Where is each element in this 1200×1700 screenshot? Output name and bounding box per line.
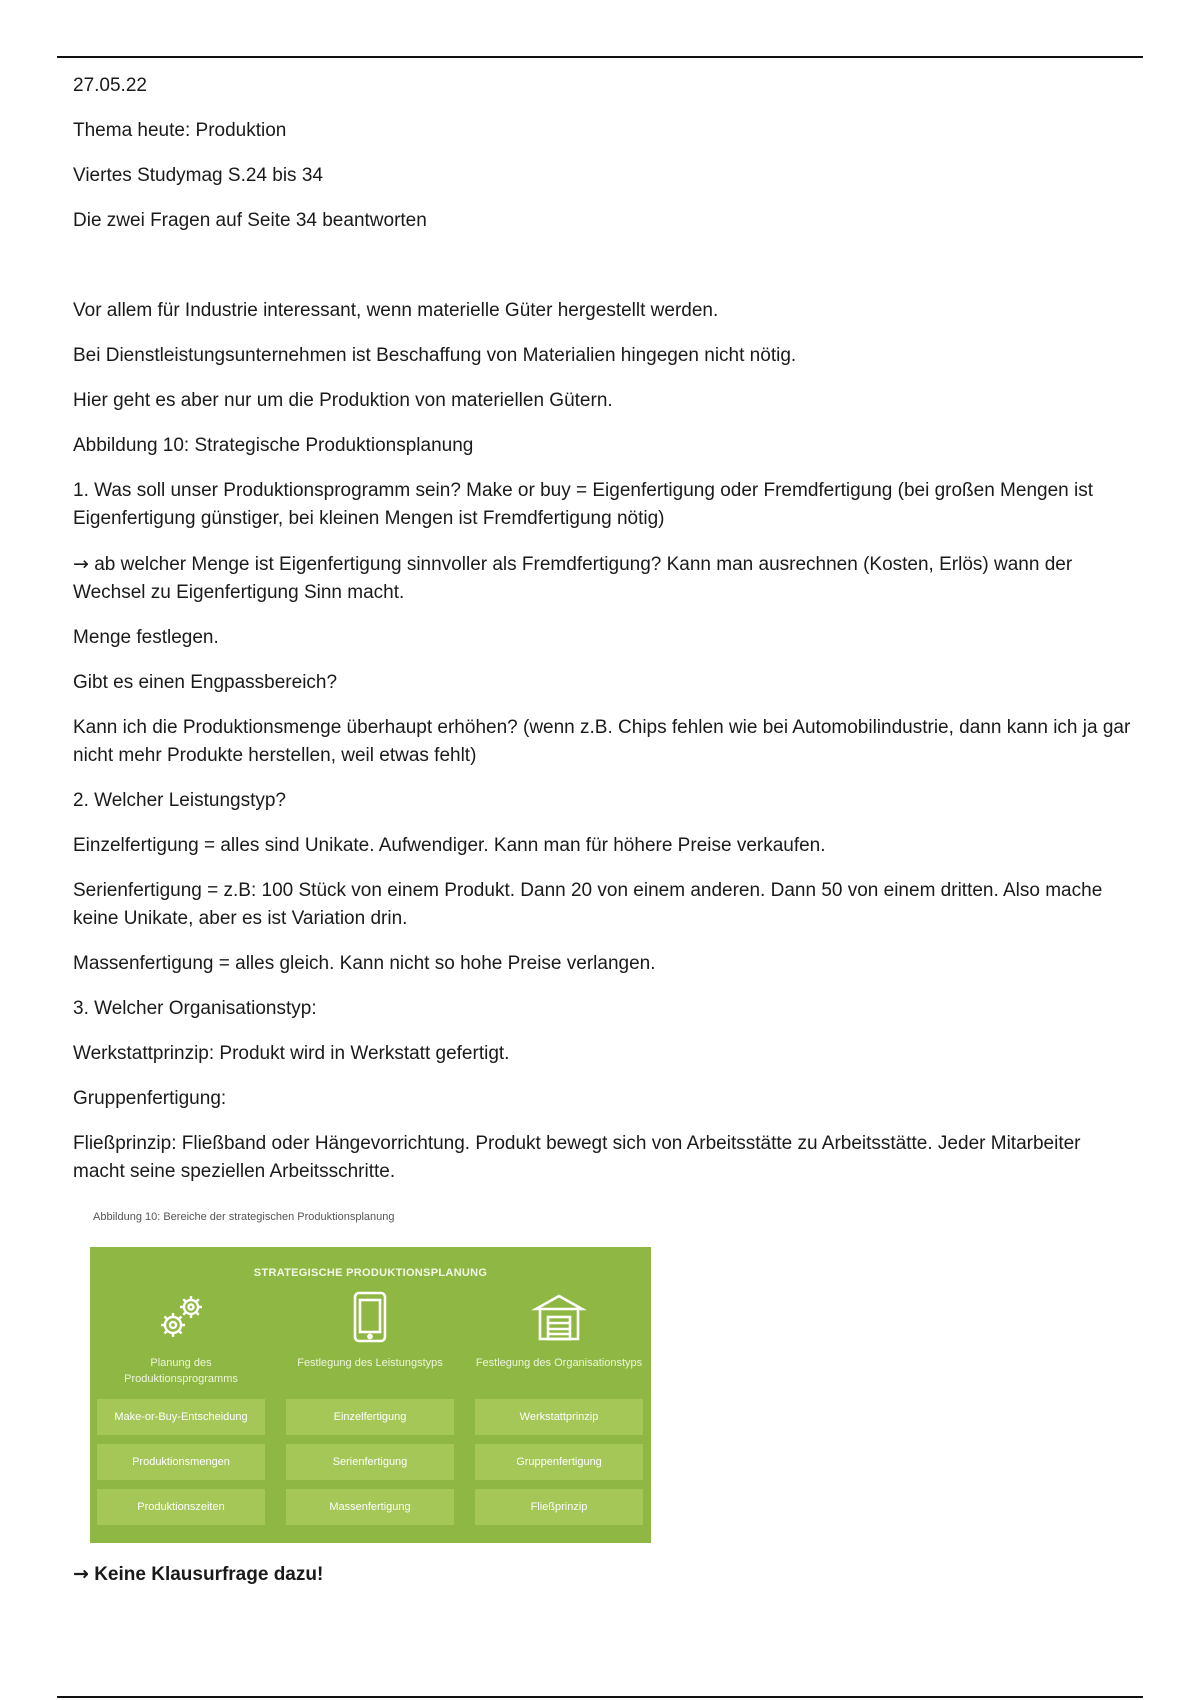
paragraph-figure-ref: Abbildung 10: Strategische Produktionsplanung bbox=[73, 435, 474, 456]
arrow-icon: → bbox=[73, 1563, 89, 1585]
cell-produktionsmengen: Produktionsmengen bbox=[97, 1444, 265, 1480]
paragraph-werkstatt: Werkstattprinzip: Produkt wird in Werkstatt gefertigt. bbox=[73, 1043, 510, 1064]
cell-make-or-buy: Make-or-Buy-Entscheidung bbox=[97, 1399, 265, 1435]
column-heading-program: Planung des Produktionsprogramms bbox=[124, 1357, 238, 1385]
paragraph-massenfertigung: Massenfertigung = alles gleich. Kann nicht so hohe Preise verlangen. bbox=[73, 953, 656, 974]
figure-column-service-type bbox=[286, 1287, 454, 1525]
paragraph-scope: Hier geht es aber nur um die Produktion von materiellen Gütern. bbox=[73, 390, 613, 411]
question-2: 2. Welcher Leistungstyp? bbox=[73, 790, 286, 811]
cell-gruppenfertigung: Gruppenfertigung bbox=[475, 1444, 643, 1480]
cell-fliessprinzip: Fließprinzip bbox=[475, 1489, 643, 1525]
column-heading-organisation-type: Festlegung des Organisationstyps bbox=[475, 1357, 643, 1369]
paragraph-make-or-buy bbox=[73, 550, 1133, 607]
paragraph-increase: Kann ich die Produktionsmenge überhaupt erhöhen? (wenn z.B. Chips fehlen wie bei Automobilindustrie, dann kann ich ja gar nicht mehr Produkte herstellen, weil etwas fehlt) bbox=[73, 717, 1131, 766]
figure-diagram bbox=[90, 1247, 651, 1543]
figure-column-organisation-type bbox=[475, 1287, 643, 1525]
paragraph-industry: Vor allem für Industrie interessant, wenn materielle Güter hergestellt werden. bbox=[73, 300, 719, 321]
cell-werkstattprinzip: Werkstattprinzip bbox=[475, 1399, 643, 1435]
paragraph-gruppe: Gruppenfertigung: bbox=[73, 1088, 227, 1109]
gears-icon bbox=[151, 1287, 211, 1349]
paragraph-fliess: Fließprinzip: Fließband oder Hängevorrichtung. Produkt bewegt sich von Arbeitsstätte zu Arbeitsstätte. Jeder Mitarbeiter macht seine speziellen Arbeitsschritte. bbox=[73, 1133, 1081, 1182]
arrow-icon: → bbox=[73, 553, 89, 575]
factory-icon bbox=[529, 1287, 589, 1349]
date-line: 27.05.22 bbox=[73, 75, 147, 96]
paragraph-quantity: Menge festlegen. bbox=[73, 627, 219, 648]
reading-line: Viertes Studymag S.24 bis 34 bbox=[73, 165, 323, 186]
figure-title: STRATEGISCHE PRODUKTIONSPLANUNG bbox=[253, 1267, 488, 1279]
topic-line: Thema heute: Produktion bbox=[73, 120, 287, 141]
cell-produktionszeiten: Produktionszeiten bbox=[97, 1489, 265, 1525]
top-rule bbox=[57, 56, 1143, 58]
column-heading-service-type: Festlegung des Leistungstyps bbox=[297, 1357, 443, 1369]
blank-line bbox=[73, 252, 1133, 297]
final-note bbox=[73, 1560, 1133, 1589]
cell-serienfertigung: Serienfertigung bbox=[286, 1444, 454, 1480]
paragraph-services: Bei Dienstleistungsunternehmen ist Beschaffung von Materialien hingegen nicht nötig. bbox=[73, 345, 797, 366]
final-note-text: Keine Klausurfrage dazu! bbox=[94, 1564, 324, 1585]
figure-production-planning bbox=[73, 1203, 658, 1548]
bottom-rule bbox=[57, 1696, 1143, 1698]
question-1: 1. Was soll unser Produktionsprogramm sein? Make or buy = Eigenfertigung oder Fremdfertigung (bei großen Mengen ist Eigenfertigung günstiger, bei kleinen Mengen ist Fremdfertigung nötig) bbox=[73, 480, 1093, 529]
figure-caption: Abbildung 10: Bereiche der strategischen Produktionsplanung bbox=[93, 1211, 395, 1223]
question-3: 3. Welcher Organisationstyp: bbox=[73, 998, 317, 1019]
cell-einzelfertigung: Einzelfertigung bbox=[286, 1399, 454, 1435]
cell-massenfertigung: Massenfertigung bbox=[286, 1489, 454, 1525]
task-line: Die zwei Fragen auf Seite 34 beantworten bbox=[73, 210, 427, 231]
make-or-buy-text: ab welcher Menge ist Eigenfertigung sinnvoller als Fremdfertigung? Kann man ausrechnen (Kosten, Erlös) wann der Wechsel zu Eigenfertigung Sinn macht. bbox=[73, 554, 1073, 603]
document-body bbox=[73, 72, 1133, 1606]
paragraph-bottleneck: Gibt es einen Engpassbereich? bbox=[73, 672, 338, 693]
figure-column-program bbox=[97, 1287, 265, 1525]
paragraph-serienfertigung: Serienfertigung = z.B: 100 Stück von einem Produkt. Dann 20 von einem anderen. Dann 50 von einem dritten. Also mache keine Unikate, aber es ist Variation drin. bbox=[73, 880, 1103, 929]
paragraph-einzelfertigung: Einzelfertigung = alles sind Unikate. Aufwendiger. Kann man für höhere Preise verkaufen. bbox=[73, 835, 826, 856]
tablet-icon bbox=[340, 1287, 400, 1349]
